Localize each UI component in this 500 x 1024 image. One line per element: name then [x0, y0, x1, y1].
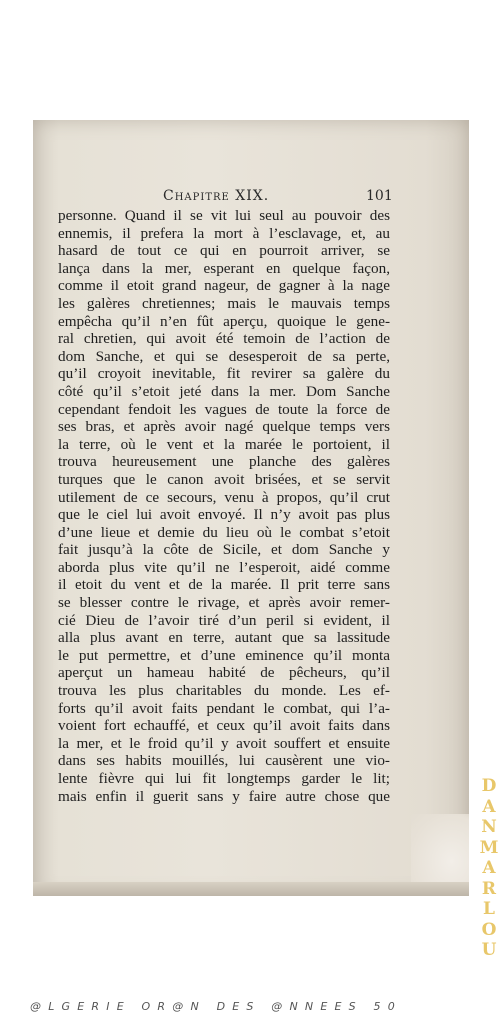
- text-line: les galères chretiennes; mais le mauvais temps: [58, 294, 390, 312]
- text-line: empêcha qu’il n’en fût aperçu, quoique le gene-: [58, 312, 390, 330]
- watermark-letter: R: [481, 878, 497, 899]
- text-line: forts qu’il avoit faits pendant le combat, qui l’a-: [58, 699, 390, 717]
- text-line: mais enfin il guerit sans y faire autre chose que: [58, 787, 390, 805]
- text-line: ennemis, il prefera la mort à l’esclavage, et, au: [58, 224, 390, 242]
- text-line: personne. Quand il se vit lui seul au pouvoir des: [58, 207, 390, 224]
- running-head: [0, 188, 500, 208]
- text-line: trouva les plus charitables du monde. Les ef-: [58, 682, 390, 700]
- text-line: qu’il croyoit inevitable, fit revirer sa galère du: [58, 365, 390, 383]
- text-line: turques que le canon avoit brisées, et se servit: [58, 470, 390, 488]
- watermark-letter: A: [482, 858, 496, 878]
- text-line: dans ses habits mouillés, lui causèrent une vio-: [58, 752, 390, 770]
- text-line: côté qu’il s’etoit jeté dans la mer. Dom Sanche: [58, 382, 390, 400]
- text-line: ses bras, et après avoir nagé quelque temps vers: [58, 418, 390, 436]
- body-text: [58, 207, 390, 805]
- text-line: dom Sanche, et qui se desesperoit de sa perte,: [58, 347, 390, 365]
- chapter-title: Chapitre XIX.: [163, 188, 270, 204]
- text-line: le put permettre, et d’une eminence qu’il monta: [58, 646, 390, 664]
- text-line: cié Dieu de l’avoir tiré d’un peril si evident, il: [58, 611, 390, 629]
- watermark-letter: U: [481, 940, 497, 960]
- watermark-letter: O: [481, 919, 497, 940]
- text-line: d’une lieue et demie du lieu où le combat s’etoit: [58, 523, 390, 541]
- watermark-letter: M: [479, 837, 499, 858]
- text-line: la mer, et le froid qu’il y avoit souffert et ensuite: [58, 734, 390, 752]
- text-line: il etoit du vent et de la marée. Il prit terre sans: [58, 576, 390, 594]
- text-line: cependant fendoit les vagues de toute la force de: [58, 400, 390, 418]
- text-line: alla plus avant en terre, autant que sa lassitude: [58, 629, 390, 647]
- text-line: lança dans la mer, esperant en quelque façon,: [58, 259, 390, 277]
- text-line: voient fort echauffé, et ceux qu’il avoit faits dans: [58, 717, 390, 735]
- text-line: la terre, où le vent et la marée le portoient, il: [58, 435, 390, 453]
- watermark-letter: D: [481, 776, 497, 796]
- text-line: trouva heureusement une planche des galères: [58, 453, 390, 471]
- text-line: ral chretien, qui avoit été temoin de l’action de: [58, 330, 390, 348]
- text-line: comme il etoit grand nageur, de gagner à la nage: [58, 277, 390, 295]
- text-line: lente fièvre qui lui fit longtemps garder le lit;: [58, 770, 390, 787]
- text-line: se blesser contre le rivage, et après avoir remer-: [58, 594, 390, 612]
- vertical-watermark: [478, 776, 500, 986]
- page-corner-blur: [411, 814, 469, 882]
- text-line: aperçut un hameau habité de pêcheurs, qu’il: [58, 664, 390, 682]
- watermark-letter: A: [482, 796, 496, 817]
- page-number: 101: [366, 188, 393, 204]
- footer-watermark: @LGERIE OR@N DES @NNEES 50: [30, 1000, 402, 1013]
- text-line: hasard de tout ce qui en pourroit arriver, se: [58, 242, 390, 260]
- watermark-letter: L: [483, 899, 495, 919]
- text-line: fait jusqu’à la côte de Sicile, et dom Sanche y: [58, 541, 390, 559]
- page-bottom-edge: [33, 882, 469, 896]
- text-line: que le ciel lui avoit envoyé. Il n’y avoit pas plus: [58, 506, 390, 524]
- watermark-letter: N: [481, 817, 497, 837]
- text-line: utilement de ce secours, venu à propos, qu’il crut: [58, 488, 390, 506]
- text-line: aborda plus vite qu’il ne l’esperoit, aidé comme: [58, 558, 390, 576]
